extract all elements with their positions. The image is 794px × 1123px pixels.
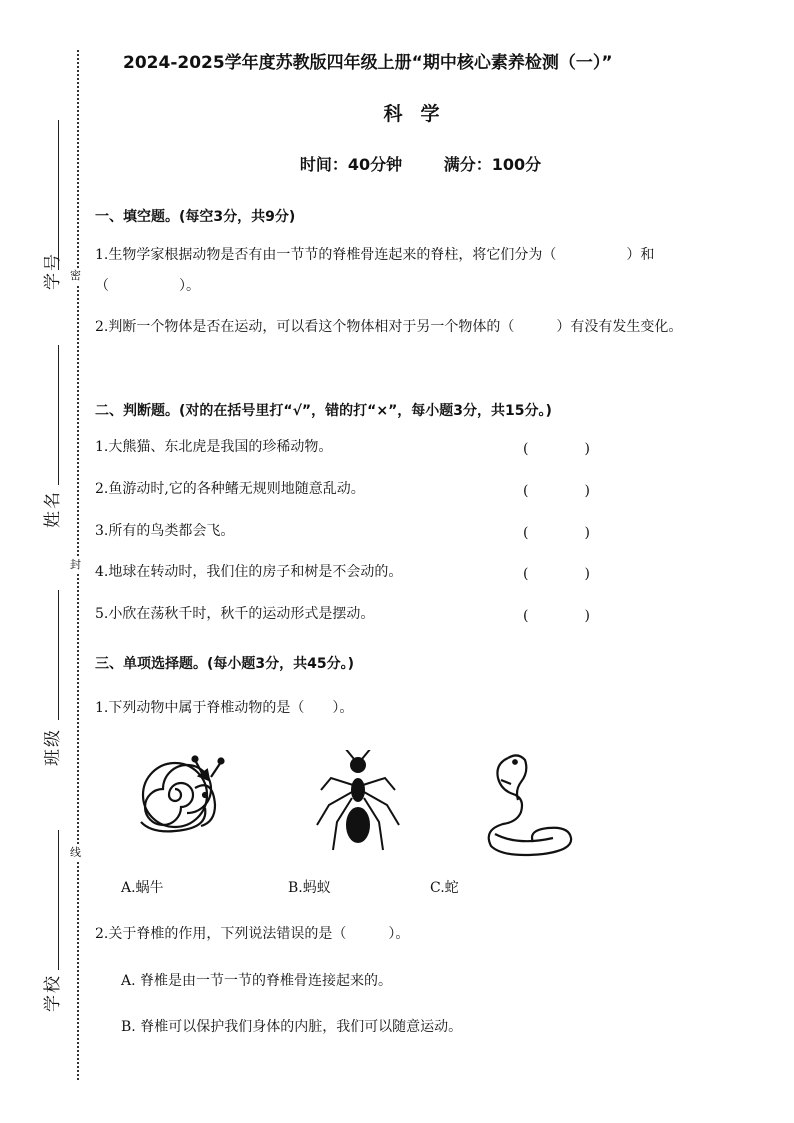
- time-limit: 时间：40分钟: [299, 155, 403, 174]
- choice-q1: 1.下列动物中属于脊椎动物的是（ ）。: [95, 700, 354, 716]
- exam-meta: [93, 152, 748, 175]
- choice-q2-option-a[interactable]: A. 脊椎是由一节一节的脊椎骨连接起来的。: [121, 973, 393, 989]
- judge-answer-5[interactable]: ( ): [523, 608, 590, 624]
- choice-q1-option-b[interactable]: B.蚂蚁: [288, 880, 331, 896]
- choice-q1-option-c[interactable]: C.蛇: [430, 880, 459, 896]
- judge-item-5: 5.小欣在荡秋千时，秋千的运动形式是摆动。: [95, 606, 375, 622]
- section-3-heading: 三、单项选择题。(每小题3分，共45分。): [95, 656, 355, 672]
- snake-illustration: [489, 755, 571, 855]
- judge-answer-2[interactable]: ( ): [523, 483, 590, 499]
- seal-word-feng: 封: [70, 558, 81, 571]
- subject-title: 科学: [383, 103, 458, 125]
- judge-item-2: 2.鱼游动时,它的各种鳍无规则地随意乱动。: [95, 481, 365, 497]
- seal-word-mi: 密: [70, 269, 81, 282]
- section-1-heading: 一、填空题。(每空3分，共9分): [95, 209, 296, 225]
- snail-illustration: [141, 757, 224, 832]
- full-score: 满分：100分: [443, 155, 542, 174]
- judge-item-1: 1.大熊猫、东北虎是我国的珍稀动物。: [95, 439, 333, 455]
- exam-title: 2024-2025学年度苏教版四年级上册“期中核心素养检测（一）”: [123, 53, 613, 73]
- student-id-label: 学号: [43, 252, 63, 290]
- class-line: [58, 590, 59, 720]
- school-line: [58, 830, 59, 970]
- school-label: 学校: [43, 974, 63, 1012]
- choice-q1-option-a[interactable]: A.蜗牛: [121, 880, 164, 896]
- fill-q1-line1: 1.生物学家根据动物是否有由一节节的脊椎骨连起来的脊柱，将它们分为（ ）和: [95, 247, 655, 263]
- binding-margin: [0, 0, 90, 1123]
- fill-q1-line2: （ ）。: [95, 278, 200, 294]
- judge-answer-1[interactable]: ( ): [523, 441, 590, 457]
- name-line: [58, 345, 59, 485]
- judge-item-4: 4.地球在转动时，我们住的房子和树是不会动的。: [95, 564, 403, 580]
- judge-answer-4[interactable]: ( ): [523, 566, 590, 582]
- choice-q2-option-b[interactable]: B. 脊椎可以保护我们身体的内脏，我们可以随意运动。: [121, 1019, 463, 1035]
- judge-answer-3[interactable]: ( ): [523, 525, 590, 541]
- class-label: 班级: [43, 728, 63, 766]
- seal-word-xian: 线: [70, 846, 81, 859]
- ant-illustration: [317, 750, 399, 850]
- choice-q2: 2.关于脊椎的作用，下列说法错误的是（ ）。: [95, 926, 410, 942]
- name-label: 姓名: [43, 490, 63, 528]
- judge-item-3: 3.所有的鸟类都会飞。: [95, 523, 235, 539]
- animal-illustrations: [123, 750, 593, 860]
- student-id-line: [58, 120, 59, 270]
- fill-q2: 2.判断一个物体是否在运动，可以看这个物体相对于另一个物体的（ ）有没有发生变化。: [95, 319, 683, 335]
- section-2-heading: 二、判断题。(对的在括号里打“√”，错的打“×”，每小题3分，共15分。): [95, 403, 552, 419]
